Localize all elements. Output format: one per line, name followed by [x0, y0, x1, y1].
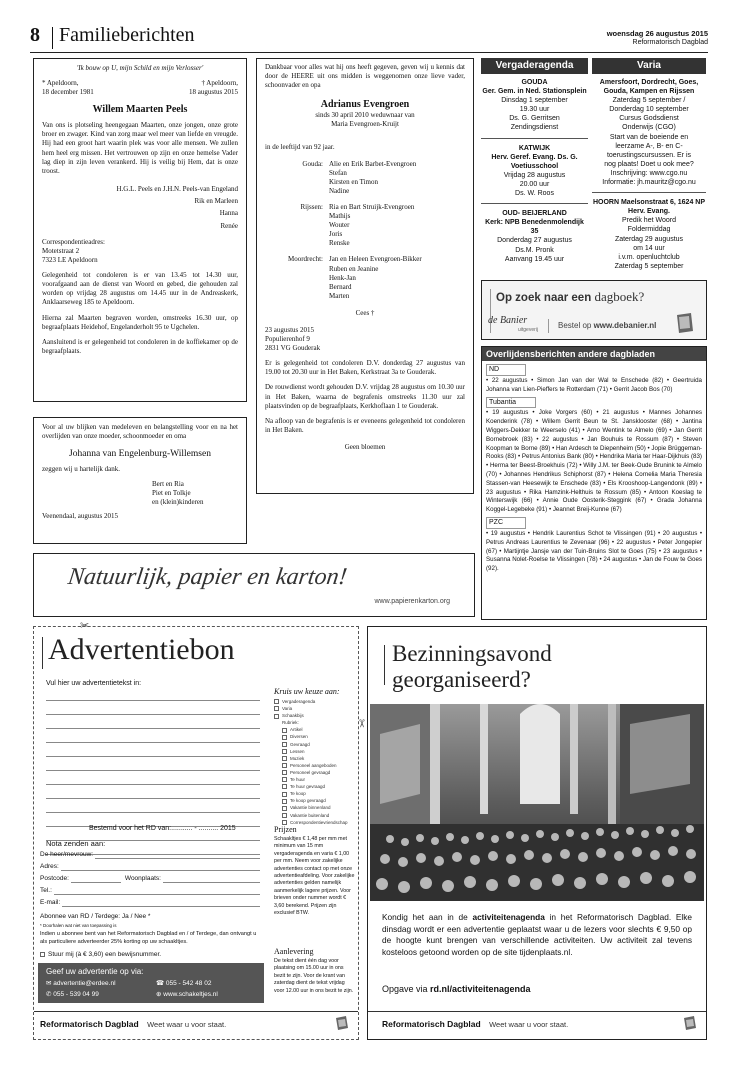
deceased-name: Adrianus Evengroen	[320, 99, 410, 111]
thanks-intro: Voor al uw blijken van medeleven en belangstelling voor en na het overlijden van onze moeder, schoonmoeder en oma	[42, 423, 238, 441]
web-contact[interactable]: ⊕ www.schakeltjes.nl	[156, 991, 218, 998]
thanks-name: Johanna van Engelenburg-Willemsen	[69, 449, 211, 460]
abonnee-info: Indien u abonnee bent van het Reformatorisch Dagblad en / of Terdege, dan ontvangt u als particuliere adverteerder 25% korting op uw schaakltjes.	[40, 931, 257, 946]
bewijsnummer-checkbox[interactable]: Stuur mij (à € 3,60) een bewijsnummer.	[40, 951, 161, 958]
header-rule	[30, 52, 708, 53]
scissors-icon: ✂	[80, 619, 90, 632]
address-field[interactable]: Adres:	[40, 863, 260, 875]
death-notice-evengroen	[256, 58, 474, 494]
agenda-line: Vrijdag 28 augustus	[503, 171, 566, 179]
family-name: Jan en Heleen Evengroen-Bikker	[329, 255, 422, 264]
rd-logo-icon	[682, 1015, 698, 1035]
option-correspondentievriendschap[interactable]: Correspondentievriendschap	[274, 819, 348, 826]
agenda-line: 19.30 uur	[519, 106, 550, 114]
bezinning-text: Kondig het aan in de activiteitenagenda in het Reformatorisch Dagblad. Elke dinsdag wordt er een advertentie geplaatst waar u de lezers voor slechts € 9,50 op de hoogte kunt brengen van verschillende activiteiten. Uw activiteit zal tevens kosteloos getoond worden op de site tijdenplaats.nl.	[382, 912, 692, 957]
family-name: Ria en Bart Struijk-Evengroen	[329, 202, 415, 211]
banier-url[interactable]: www.debanier.nl	[593, 321, 657, 330]
bezinning-subtitle: georganiseerd?	[392, 667, 531, 692]
family-name: Wouter	[329, 221, 350, 230]
phone-field[interactable]: Tel.:	[40, 887, 260, 899]
birth-date: 18 december 1981	[42, 88, 94, 97]
bestemd-field[interactable]: Bestemd voor het RD van:........... - .......... 2015	[89, 825, 236, 832]
family-name: Henk-Jan	[329, 273, 356, 282]
banier-order: Bestel op	[558, 321, 594, 330]
agenda-line: Zendingsdienst	[510, 124, 559, 132]
notice-paragraph: Hierna zal Maarten begraven worden, omstreeks 16.30 uur, op begraafplaats Heidehof, Engelanderholt 95 te Ugchelen.	[42, 313, 238, 331]
varia-line: Donderdag 10 september	[609, 106, 689, 114]
birth-place: * Apeldoorn,	[42, 79, 79, 88]
family-name: Alie en Erik Barbet-Evengroen	[329, 159, 417, 168]
varia-line: Zaterdag 5 september	[614, 262, 684, 270]
varia-line: Inschrijving: www.cgo.nu	[610, 169, 688, 177]
rd-brand: Reformatorisch Dagblad	[382, 1019, 481, 1029]
deceased-name: Willem Maarten Peels	[92, 104, 188, 116]
varia-title: Varia	[592, 58, 706, 74]
phone-contact[interactable]: ✆ 055 - 539 04 99	[46, 991, 99, 998]
option-te-huur-gevraagd[interactable]: Te huur gevraagd	[274, 783, 348, 790]
family-name: H.G.L. Peels en J.H.N. Peels-van Engeland	[116, 184, 238, 193]
varia-line: Onderwijs (CGO)	[622, 124, 676, 132]
prijzen-text: Schaakltjes € 1,48 per mm met minimum van 15 mm vergaderagenda en varia € 1,00 per mm. Neem voor zakelijke advertenties contact op met onze advertentieafdeling. Voor zakelijke advertenties gelden namelijk aanmerkelijk lagere prijzen. Voor brieven onder nummer wordt € 3,60 berekend. Prijzen zijn exclusief BTW.	[274, 836, 355, 917]
address-line: 7323 LE Apeldoorn	[42, 256, 98, 265]
notice-paragraph: Gelegenheid tot condoleren is er van 13.45 tot 14.30 uur, voorafgaand aan de dienst van Woord en gebed, die gehouden zal worden op vrijdag 28 augustus om 14.45 uur in de Andreaskerk, Anklaarseweg 185 te Apeldoorn.	[42, 271, 238, 307]
option-schaakbijs[interactable]: Schaakbijs	[274, 712, 348, 719]
overlijden-title: Overlijdensberichten andere dagbladen	[482, 347, 706, 361]
banier-logo-sub: uitgeverij	[518, 327, 539, 333]
varia-line: nog plaats! Doet u ook mee?	[604, 160, 694, 168]
agenda-line: Ds. W. Roos	[515, 190, 554, 198]
agenda-line: Aanvang 19.45 uur	[504, 255, 565, 263]
agenda-place: KATWIJK	[518, 144, 551, 152]
death-notice-peels	[33, 58, 247, 402]
option-vakantie-binnenland[interactable]: Vakantie binnenland	[274, 804, 348, 811]
family-name: Hanna	[219, 209, 238, 218]
agenda-venue: Kerk: NPB Benedenmolendijk 35	[485, 219, 584, 236]
address-line: 2831 VG Gouderak	[265, 344, 321, 353]
option-vergaderagenda[interactable]: Vergaderagenda	[274, 698, 348, 705]
footnote: * Doorhalen wat niet van toepassing is	[40, 923, 117, 928]
rd-tagline: Weet waar u voor staat.	[147, 1020, 227, 1029]
death-place: † Apeldoorn,	[201, 79, 238, 88]
option-te-huur[interactable]: Te huur	[274, 776, 348, 783]
address-line: 23 augustus 2015	[265, 325, 314, 334]
globe-icon: ⊕	[156, 991, 164, 998]
rd-logo-icon	[334, 1015, 350, 1035]
aanlevering-title: Aanlevering	[274, 947, 314, 956]
option-vakantie-buitenland[interactable]: Vakantie buitenland	[274, 812, 348, 819]
header-divider	[52, 27, 53, 49]
rd-tagline: Weet waar u voor staat.	[489, 1020, 569, 1029]
section-title: Familieberichten	[59, 24, 195, 46]
advertisement-text-area[interactable]	[46, 691, 260, 859]
prijzen-title: Prijzen	[274, 825, 297, 834]
email-contact[interactable]: ✉ advertentie@erdee.nl	[46, 980, 116, 987]
option-te-koop[interactable]: Te koop	[274, 790, 348, 797]
varia-line: Start van de boeiende en	[609, 133, 689, 141]
family-name: Nadine	[329, 186, 350, 195]
option-lessen[interactable]: Lessen	[274, 748, 348, 755]
family-name: Rik en Marleen	[194, 197, 238, 206]
family-name: Renée	[220, 221, 238, 230]
woonplaats-field[interactable]: Woonplaats:	[124, 875, 161, 882]
banier-question: Op zoek naar een	[496, 292, 595, 304]
varia-line: toerustingscursussen. Er is	[606, 151, 692, 159]
notice-age: in de leeftijd van 92 jaar.	[265, 143, 335, 152]
page-number: 8	[30, 24, 40, 46]
family-name: Renske	[329, 239, 350, 248]
header-date: woensdag 26 augustus 2015	[606, 29, 708, 38]
postcode-field[interactable]: Postcode:	[40, 875, 69, 882]
email-field[interactable]: E-mail:	[40, 899, 260, 911]
agenda-venue: Ger. Gem. in Ned. Stationsplein	[482, 88, 587, 96]
overlijden-list: • 19 augustus • Hendrik Laurentius Schot te Vlissingen (91) • 20 augustus • Petrus Andreas Laurentius te Zevenaar (96) • 22 augustus • Peter Jongepier (67) • Martijntje Jansje van der Tuin-Bruins Slot te Goes (75) • 23 augustus • Susanna Nolet-Roelse te Vlissingen (78) • 24 augustus • Jan de Fouw te Goes (92).	[486, 529, 702, 573]
notice-sub: Maria Evengroen-Kruijt	[331, 120, 399, 129]
fax-icon: ☎	[156, 980, 166, 987]
agenda-line: Ds.M. Pronk	[515, 246, 554, 254]
option-rubriek: Rubriek:	[282, 720, 299, 726]
family-place: Moordrecht:	[288, 255, 323, 264]
source-tag: PZC	[486, 517, 526, 529]
notice-paragraph: Na afloop van de begrafenis is er eveneens gelegenheid tot condoleren in Het Baken.	[265, 416, 465, 434]
vergaderagenda-column	[481, 58, 588, 272]
kruis-title: Kruis uw keuze aan:	[274, 687, 340, 696]
banier-book-icon	[674, 311, 696, 335]
family-name: Marten	[329, 291, 350, 300]
option-diversen[interactable]: Diversen	[274, 733, 348, 740]
vergaderagenda-title: Vergaderagenda	[481, 58, 588, 74]
agenda-line: Ds. G. Gerritsen	[509, 115, 560, 123]
notice-paragraph: Aansluitend is er gelegenheid tot condoleren in de koffiekamer op de begraafplaats.	[42, 337, 238, 355]
option-te-koop-gevraagd[interactable]: Te koop gevraagd	[274, 797, 348, 804]
family-name: en (klein)kinderen	[152, 498, 204, 507]
scissors-icon: ✂	[354, 718, 368, 729]
bezinning-ad	[367, 626, 707, 1040]
varia-column	[592, 58, 706, 272]
address-label: Correspondentieadres:	[42, 237, 105, 246]
family-name: Ruben en Jeanine	[329, 264, 379, 273]
advbon-instruction: Vul hier uw advertentietekst in:	[46, 680, 142, 687]
family-place: Rijssen:	[300, 202, 323, 211]
varia-heading: Amersfoort, Dordrecht, Goes, Gouda, Kampen en Rijssen	[599, 79, 699, 96]
notice-quote: 'Ik bouw op U, mijn Schild en mijn Verlosser'	[76, 64, 204, 72]
contact-title: Geef uw advertentie op via:	[46, 967, 144, 976]
varia-line: Zaterdag 29 augustus	[614, 235, 684, 243]
source-tag: ND	[486, 364, 526, 376]
varia-heading: HOORN Maelsonstraat 6, 1624 NP Herv. Evang.	[592, 199, 706, 216]
opgave-line[interactable]: Opgave via rd.nl/activiteitenagenda	[382, 984, 531, 994]
papier-slogan: Natuurlijk, papier en karton!	[66, 564, 349, 590]
family-name: Bert en Ria	[152, 480, 184, 489]
aanlevering-text: De tekst dient één dag voor plaatsing om 15.00 uur in ons bezit te zijn. Voor de krant van zaterdag dient de tekst vrijdag voor 12.00 uur in ons bezit te zijn.	[274, 958, 354, 994]
name-field[interactable]: De heer/mevrouw:	[40, 851, 260, 863]
header-paper: Reformatorisch Dagblad	[632, 39, 708, 46]
family-name: Mathijs	[329, 212, 351, 221]
varia-line: Predik het Woord	[622, 217, 676, 225]
agenda-place: OUD- BEIJERLAND	[502, 210, 567, 218]
varia-line: Cursus Godsdienst	[619, 115, 679, 123]
varia-line: om 14 uur	[633, 244, 665, 252]
agenda-line: Dinsdag 1 september	[501, 97, 568, 105]
banier-logo: de Banier	[488, 315, 528, 326]
rd-brand: Reformatorisch Dagblad	[40, 1019, 139, 1029]
papier-ad[interactable]	[33, 553, 475, 617]
varia-line: leerzame A-, B- en C-	[615, 142, 683, 150]
contact-box	[38, 963, 264, 1003]
overlijden-list: • 22 augustus • Simon Jan van der Wal te Enschede (82) • Geertruida Johanna van Lien-Pieffers te Rotterdam (71) • Gerrit Jacob Bos (70)	[486, 376, 702, 393]
notice-paragraph: Er is gelegenheid tot condoleren D.V. donderdag 27 augustus van 19.00 tot 20.30 uur in Het Baken, Kerkstraat 3a te Gouderak.	[265, 359, 465, 377]
papier-url[interactable]: www.papierenkarton.org	[374, 598, 450, 605]
varia-line: Zaterdag 5 september /	[612, 97, 686, 105]
overlijden-box	[481, 346, 707, 620]
option-artikel[interactable]: Artikel	[274, 726, 348, 733]
agenda-place: GOUDA	[521, 79, 548, 86]
advertentiebon	[33, 619, 368, 1040]
overlijden-list: • 19 augustus • Joke Vorgers (60) • 21 augustus • Mannes Johannes Koenderink (78) • Willem Gerrit Beun te St. Jansklooster (68) • Jantina Wiggers-Dekker te Weerselo (41) • Arno Wentink te Almelo (69) • Jan Gerrit Bornebroek (83) • 22 augustus • Jan Bouhuis te Rossum (87) • Steven Koopman te Borne (89) • Han Ardesch te Diepenheim (50) • Jopie Brüggeman-Rooks (83) • Petrus Antonius Bank (80) • Hendrika Maria ter Haar-Dijkhuis (83) • Herma ter Beest-Broekhuis (72) • Willy J.M. ter Beek-Oude Brunink te Almelo (70) • Johannes Hendrikus Schiphorst (87) • Helena Cornelia Maria Theresia Stassen-van Heesewijk te Enschede (83) • Els Krooshoop-Langendonk (89) • 23 augustus • Rika Hamzink-Helthuis te Rossum (85) • Antoon Koeslag te Winterswijk (66) • Annie Oude Oosterik-Steggink (67) • Grada Johanna Koggel-Legebeke (91) • Jeannet Breij-Kunne (67)	[486, 409, 702, 514]
fax-contact: ☎ 055 - 542 48 02	[156, 980, 212, 987]
nota-label: Nota zenden aan:	[46, 839, 106, 848]
family-name: Joris	[329, 230, 343, 239]
family-name: Bernard	[329, 282, 352, 291]
notice-body: Van ons is plotseling heengegaan Maarten, onze jongen, onze grote broer en zwager. Kind van zorg maar wel meer van liefde en vreugde. Hij had een groot hart waarin plek was voor alle mensen. We zullen hem heel erg missen. Het vertrouwen op zijn en onze hemelse Vader lag diep in zijn leven verankerd. Hij is veilig bij Hem, dat is onze troost.	[42, 121, 238, 175]
notice-intro: Dankbaar voor alles wat hij ons heeft gegeven, geven wij u kennis dat door de HEERE uit ons midden is weggenomen onze lieve vader, schoonvader en opa	[265, 63, 465, 90]
phone-icon: ✆	[46, 991, 54, 998]
thanks-notice	[33, 417, 247, 544]
varia-line: i.v.m. openluchtclub	[618, 253, 680, 261]
family-place: Gouda:	[302, 159, 323, 168]
option-gevraagd[interactable]: Gevraagd	[274, 741, 348, 748]
agenda-line: 20.00 uur	[519, 180, 550, 188]
notice-sub: sinds 30 april 2010 weduwnaar van	[315, 111, 415, 120]
option-personeel-gevraagd[interactable]: Personeel gevraagd	[274, 769, 348, 776]
banier-ad[interactable]	[481, 280, 707, 340]
source-tag: Tubantia	[486, 397, 536, 409]
notice-closing: Geen bloemen	[344, 442, 386, 451]
notice-paragraph: De rouwdienst wordt gehouden D.V. vrijdag 28 augustus om 10.30 uur in Het Baken, waarna de begrafenis omstreeks 11.30 uur zal plaatsvinden op de begraafplaats, Kerkhoflaan 1 te Gouderak.	[265, 383, 465, 410]
family-name: Piet en Tolkje	[152, 489, 191, 498]
address-line: Populierenhof 9	[265, 335, 310, 344]
address-line: Motetstraat 2	[42, 246, 80, 255]
banier-question-accent: dagboek?	[594, 289, 645, 304]
varia-line: Informatie: jh.mauritz@cgo.nu	[602, 179, 696, 187]
advbon-title: Advertentiebon	[48, 633, 235, 666]
varia-line: Foldermiddag	[627, 226, 671, 234]
place-date: Veenendaal, augustus 2015	[42, 511, 119, 520]
bezinning-title: Bezinningsavond	[392, 641, 552, 666]
death-date: 18 augustus 2015	[189, 88, 238, 97]
option-muziek[interactable]: Muziek	[274, 755, 348, 762]
family-name: Stefan	[329, 168, 347, 177]
notice-cees: Cees †	[355, 308, 375, 317]
mail-icon: ✉	[46, 980, 54, 987]
church-photo	[370, 704, 704, 901]
family-name: Kirsten en Timon	[329, 177, 379, 186]
abonnee-choice[interactable]: Abonnee van RD / Terdege: Ja / Nee *	[40, 913, 151, 920]
option-personeel-aangeboden[interactable]: Personeel aangeboden	[274, 762, 348, 769]
option-varia[interactable]: Varia	[274, 705, 348, 712]
thanks-text: zeggen wij u hartelijk dank.	[42, 465, 120, 474]
agenda-line: Donderdag 27 augustus	[497, 237, 572, 245]
agenda-venue: Herv. Geref. Evang. Ds. G. Voetiusschool	[491, 153, 578, 170]
